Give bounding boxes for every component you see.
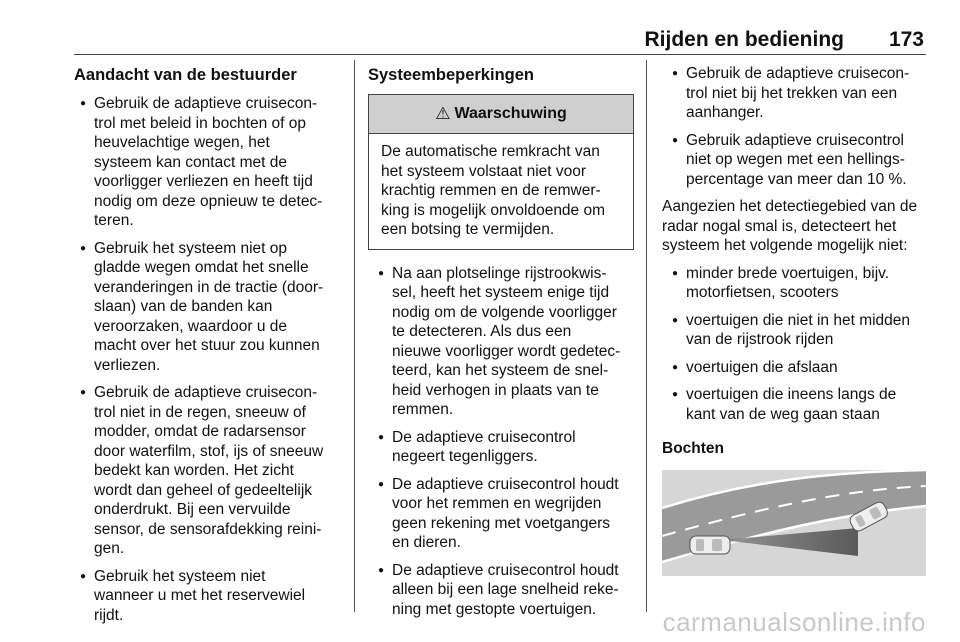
list-item bbox=[368, 561, 634, 620]
section-heading: Systeembeperkingen bbox=[368, 66, 534, 84]
list-item bbox=[368, 475, 634, 553]
list-item bbox=[368, 428, 634, 467]
own-car bbox=[690, 536, 730, 554]
list-item bbox=[662, 131, 928, 190]
list-item-text: voertuigen die niet in het midden van de rijstrook rijden bbox=[686, 311, 911, 348]
warning-header bbox=[369, 95, 633, 134]
column-2 bbox=[368, 64, 634, 627]
curve-illustration bbox=[662, 470, 926, 576]
list-item bbox=[662, 311, 928, 350]
list-item bbox=[70, 383, 344, 559]
list-item bbox=[662, 64, 928, 123]
list-item-text: Gebruik de adaptieve cruisecon- trol niet bij het trekken van een aanhanger. bbox=[686, 65, 910, 121]
bullet-list bbox=[368, 264, 634, 620]
chapter-title: Rijden en bediening bbox=[644, 28, 844, 51]
list-item bbox=[662, 264, 928, 303]
section-heading: Aandacht van de bestuurder bbox=[74, 66, 297, 84]
bullet-list bbox=[70, 94, 344, 625]
column-divider bbox=[354, 60, 355, 612]
list-item-text: De adaptieve cruisecontrol negeert tegenliggers. bbox=[392, 428, 576, 465]
column-1 bbox=[74, 64, 344, 633]
list-item-text: voertuigen die ineens langs de kant van de weg gaan staan bbox=[686, 386, 897, 423]
list-item bbox=[70, 239, 344, 376]
list-item-text: De adaptieve cruisecontrol houdt voor het remmen en wegrijden geen rekening met voetgangers en dieren. bbox=[392, 475, 619, 551]
warning-box bbox=[368, 94, 634, 250]
list-item-text: Gebruik het systeem niet op gladde wegen omdat het snelle veranderingen in de tractie (door- slaan) van de banden kan veroorzaken, waardoor u de macht over het stuur zou kunnen verliezen. bbox=[94, 239, 324, 374]
list-item bbox=[70, 567, 344, 626]
subheading: Bochten bbox=[662, 440, 724, 457]
list-item-text: minder brede voertuigen, bijv. motorfietsen, scooters bbox=[686, 264, 890, 301]
watermark: carmanualsonline.info bbox=[662, 607, 926, 637]
page-header bbox=[74, 28, 926, 55]
column-divider bbox=[646, 60, 647, 612]
list-item-text: Gebruik de adaptieve cruisecon- trol met beleid in bochten of op heuvelachtige wegen, het systeem kan contact met de voorligger verliezen en heeft tijd nodig om deze opnieuw te detec- teren. bbox=[94, 95, 323, 229]
list-item-text: Na aan plotselinge rijstrookwis- sel, heeft het systeem enige tijd nodig om de volgende voorligger te detecteren. Als dus een nieuwe voorligger wordt gedetec- teerd, kan het systeem de snel- heid verhogen in plaats van te remmen. bbox=[392, 264, 621, 418]
list-item bbox=[662, 358, 928, 378]
bullet-list bbox=[662, 64, 928, 189]
body-paragraph: Aangezien het detectiegebied van de radar nogal smal is, detecteert het systeem het volgende mogelijk niet: bbox=[662, 198, 918, 254]
warning-text: De automatische remkracht van het systeem volstaat niet voor krachtig remmen en de remwer- king is mogelijk onvoldoende om een botsing te vermijden. bbox=[381, 143, 606, 238]
list-item-text: Gebruik adaptieve cruisecontrol niet op wegen met een hellings- percentage van meer dan 10 %. bbox=[686, 131, 907, 188]
page-number: 173 bbox=[888, 28, 924, 51]
list-item-text: De adaptieve cruisecontrol houdt alleen bij een lage snelheid reke- ning met gestopte voertuigen. bbox=[392, 561, 619, 618]
list-item bbox=[368, 264, 634, 420]
list-item bbox=[70, 94, 344, 231]
list-item bbox=[662, 385, 928, 424]
list-item-text: Gebruik de adaptieve cruisecon- trol niet in de regen, sneeuw of modder, omdat de radarsensor door waterfilm, stof, ijs of sneeuw bedekt kan worden. Het zicht wordt dan geheel of gedeeltelijk onderdrukt. Bij een vervuilde sensor, de sensorafdekking reini- gen. bbox=[94, 384, 324, 557]
column-3 bbox=[662, 64, 928, 576]
bullet-list bbox=[662, 264, 928, 425]
list-item-text: Gebruik het systeem niet wanneer u met het reservewiel rijdt. bbox=[94, 567, 306, 624]
list-item-text: voertuigen die afslaan bbox=[686, 358, 838, 376]
warning-triangle-icon: ⚠ bbox=[435, 104, 451, 124]
warning-title: Waarschuwing bbox=[454, 105, 567, 123]
